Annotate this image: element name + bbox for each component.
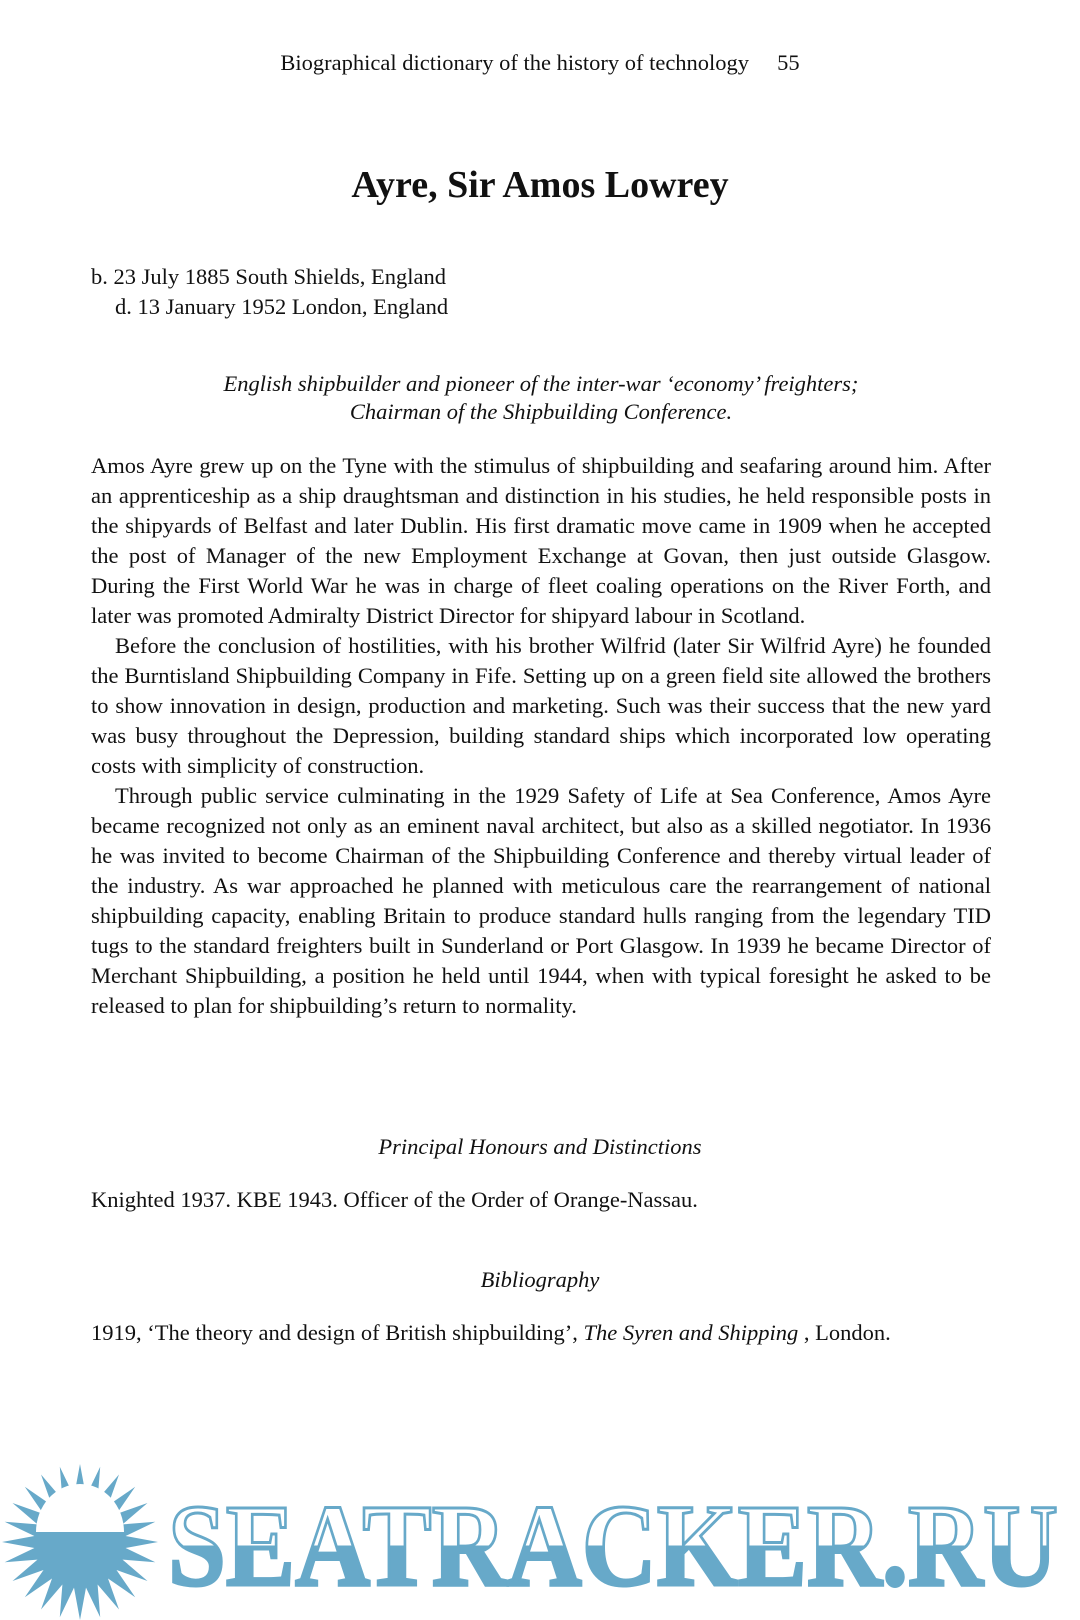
summary-line: Chairman of the Shipbuilding Conference.	[349, 399, 733, 424]
bibliography-heading: Bibliography	[480, 1267, 600, 1292]
running-head-title: Biographical dictionary of the history of technology	[280, 50, 750, 75]
biography-body	[91, 451, 991, 1021]
seatracker-watermark-logo	[0, 1462, 1080, 1620]
page-number: 55	[777, 50, 800, 75]
honours-text: Knighted 1937. KBE 1943. Officer of the Order of Orange-Nassau.	[91, 1187, 698, 1212]
birth-line: b. 23 July 1885 South Shields, England	[91, 264, 447, 289]
bibliography-entry	[91, 1320, 891, 1346]
summary-line: English shipbuilder and pioneer of the inter-war ‘economy’ freighters;	[223, 371, 859, 396]
bibliography-source: The Syren and Shipping	[583, 1320, 799, 1345]
watermark-text: SEATRACKER.RU	[168, 1480, 1058, 1611]
entry-summary	[91, 370, 991, 426]
sun-icon	[2, 1464, 158, 1620]
paragraph: Amos Ayre grew up on the Tyne with the stimulus of shipbuilding and seafaring around him. After an apprenticeship as a ship draughtsman and distinction in his studies, he held responsible posts in the shipyards of Belfast and later Dublin. His first dramatic move came in 1909 when he accepted the post of Manager of the new Employment Exchange at Govan, then just outside Glasgow. During the First World War he was in charge of fleet coaling operations on the River Forth, and later was promoted Admiralty District Director for shipyard labour in Scotland.	[91, 453, 991, 628]
bibliography-prefix: 1919, ‘The theory and design of British shipbuilding’,	[91, 1320, 584, 1345]
honours-heading: Principal Honours and Distinctions	[378, 1134, 702, 1159]
life-dates	[91, 262, 448, 322]
entry-title: Ayre, Sir Amos Lowrey	[351, 164, 729, 206]
bibliography-suffix: , London.	[798, 1320, 891, 1345]
paragraph: Through public service culminating in the 1929 Safety of Life at Sea Conference, Amos Ayre became recognized not only as an eminent naval architect, but also as a skilled negotiator. In 1936 he was invited to become Chairman of the Shipbuilding Conference and thereby virtual leader of the industry. As war approached he planned with meticulous care the rearrangement of national shipbuilding capacity, enabling Britain to produce standard hulls ranging from the legendary TID tugs to the standard freighters built in Sunderland or Port Glasgow. In 1939 he became Director of Merchant Shipbuilding, a position he held until 1944, when with typical foresight he asked to be released to plan for shipbuilding’s return to normality.	[91, 783, 991, 1018]
running-head	[0, 50, 1080, 76]
paragraph: Before the conclusion of hostilities, with his brother Wilfrid (later Sir Wilfrid Ayre) he founded the Burntisland Shipbuilding Company in Fife. Setting up on a green field site allowed the brothers to show innovation in design, production and marketing. Such was their success that the new yard was busy throughout the Depression, building standard ships which incorporated low operating costs with simplicity of construction.	[91, 633, 991, 778]
death-line: d. 13 January 1952 London, England	[115, 294, 449, 319]
